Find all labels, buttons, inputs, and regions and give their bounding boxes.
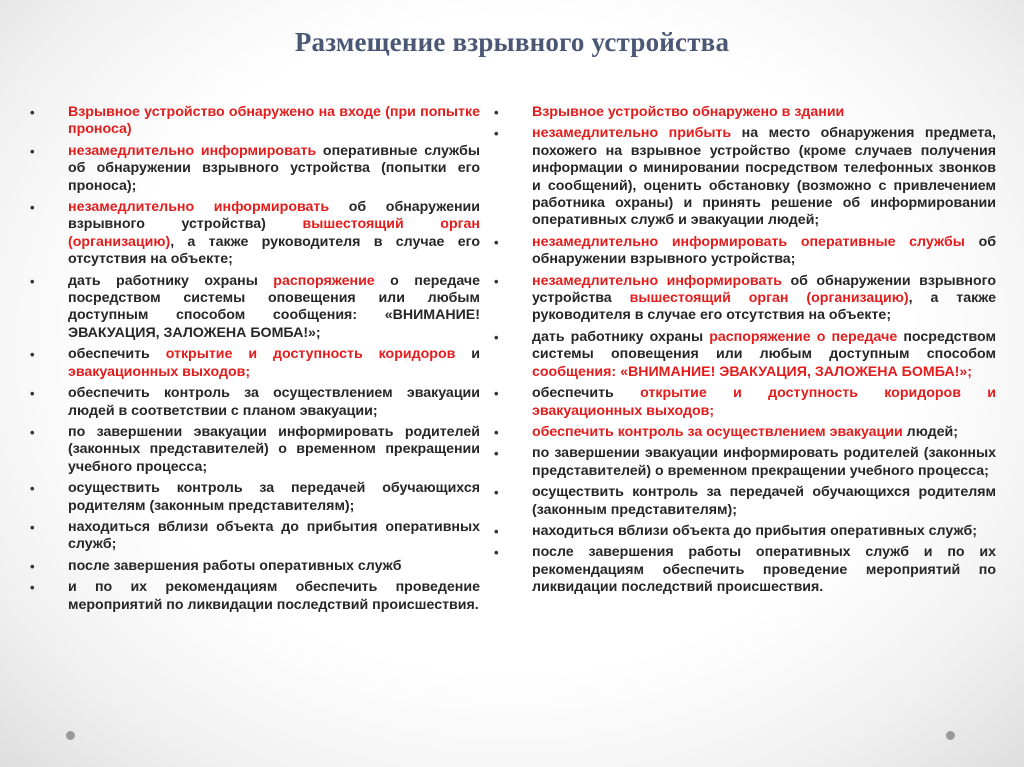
highlighted-text: незамедлительно информировать — [532, 272, 782, 289]
left-list-item — [28, 558, 480, 575]
right-column-list — [492, 104, 996, 601]
left-list-item — [28, 579, 480, 614]
highlighted-text: вышестоящий орган (организацию) — [629, 290, 909, 307]
item-text: об обнаружении взрывного устройства — [532, 272, 996, 307]
item-text: людей; — [902, 423, 958, 440]
left-list-item — [28, 480, 480, 515]
right-list-item — [492, 273, 996, 325]
bullet-icon: • — [494, 424, 499, 440]
bullet-icon: • — [30, 143, 35, 159]
highlighted-text: открытие и доступность коридоров и эвакуационных выходов; — [532, 385, 996, 419]
left-list-item — [28, 424, 480, 476]
bullet-icon: • — [30, 424, 35, 440]
bullet-icon: • — [30, 273, 35, 289]
bullet-icon: • — [494, 234, 499, 250]
item-text: посредством системы оповещения или любым доступным способом — [532, 328, 996, 363]
bullet-icon: • — [30, 347, 35, 363]
right-list-item — [492, 445, 996, 480]
left-list-item — [28, 385, 480, 420]
item-text: дать работнику охраны — [532, 328, 710, 345]
item-text: находиться вблизи объекта до прибытия оперативных служб; — [68, 518, 480, 553]
highlighted-text: Взрывное устройство обнаружено на входе (при попытке проноса) — [68, 104, 480, 138]
item-text: обеспечить — [532, 385, 641, 402]
highlighted-text: обеспечить контроль за осуществлением эвакуации — [532, 423, 903, 440]
right-decorative-dot — [946, 731, 955, 740]
highlighted-text: незамедлительно прибыть — [532, 125, 732, 142]
item-text: по завершении эвакуации информировать родителей (законных представителей) о временном прекращении учебного процесса; — [68, 423, 480, 475]
item-text: после завершения работы оперативных служб — [68, 557, 402, 574]
item-text: обеспечить контроль за осуществлением эвакуации людей в соответствии с планом эвакуации; — [68, 385, 480, 419]
bullet-icon: • — [30, 481, 35, 497]
right-list-item — [492, 544, 996, 596]
right-list-item — [492, 329, 996, 381]
bullet-icon: • — [494, 126, 499, 142]
bullet-icon: • — [494, 273, 499, 289]
bullet-icon: • — [494, 329, 499, 345]
right-list-item — [492, 484, 996, 519]
right-list-item — [492, 385, 996, 420]
highlighted-text: распоряжение о передаче — [709, 328, 898, 345]
item-text: и по их рекомендациям обеспечить проведение мероприятий по ликвидации последствий происшествия. — [68, 579, 480, 613]
bullet-icon: • — [30, 580, 35, 596]
left-list-item — [28, 199, 480, 269]
bullet-icon: • — [494, 105, 499, 120]
item-text: дать работнику охраны — [68, 272, 274, 289]
highlighted-text: эвакуационных выходов; — [68, 363, 251, 380]
left-decorative-dot — [66, 731, 75, 740]
right-list-item — [492, 125, 996, 229]
left-column-list — [28, 104, 480, 618]
left-list-item — [28, 519, 480, 554]
item-text: и — [455, 346, 480, 363]
item-text: об обнаружении взрывного устройства; — [532, 233, 997, 268]
left-list-item — [28, 346, 480, 381]
bullet-icon: • — [30, 519, 35, 535]
item-text: после завершения работы оперативных служб и по их рекомендациям обеспечить проведение мероприятий по ликвидации последствий происшествия. — [532, 544, 996, 596]
item-text: об обнаружении взрывного устройства) — [68, 199, 480, 233]
bullet-icon: • — [494, 545, 499, 561]
right-list-item — [492, 104, 996, 121]
slide-title: Размещение взрывного устройства — [294, 27, 730, 57]
item-text: о передаче посредством системы оповещения или любым доступным способом сообщения: «ВНИМАНИЕ! ЭВАКУАЦИЯ, ЗАЛОЖЕНА БОМБА!»; — [68, 272, 480, 341]
item-text: по завершении эвакуации информировать родителей (законных представителей) о временном прекращении учебного процесса; — [532, 445, 996, 479]
item-text: , а также руководителя в случае его отсутствия на объекте; — [68, 233, 480, 268]
right-list-item — [492, 424, 996, 441]
item-text: обеспечить — [68, 346, 166, 363]
item-text: осуществить контроль за передачей обучающихся родителям (законным представителям); — [532, 484, 996, 518]
highlighted-text: распоряжение — [273, 272, 375, 289]
bullet-icon: • — [30, 200, 35, 216]
bullet-icon: • — [494, 386, 499, 402]
highlighted-text: вышестоящий орган (организацию) — [68, 216, 480, 250]
highlighted-text: Взрывное устройство обнаружено в здании — [532, 104, 845, 120]
highlighted-text: незамедлительно информировать — [68, 142, 317, 159]
left-list-item — [28, 104, 480, 139]
item-text: осуществить контроль за передачей обучающихся родителям (законным представителям); — [68, 480, 480, 514]
right-list-item — [492, 523, 996, 540]
bullet-icon: • — [30, 105, 35, 120]
bullet-icon: • — [494, 523, 499, 539]
right-list-item — [492, 234, 996, 269]
highlighted-text: незамедлительно информировать — [68, 199, 330, 216]
highlighted-text: незамедлительно информировать оперативные службы — [532, 233, 965, 250]
item-text: на место обнаружения предмета, похожего на взрывное устройство (кроме случаев получения информации о минировании посредством телефонных звонков и сообщений), оценить обстановку (возможно с привлечением работника охраны) и принять решение об информировании оперативных служб и эвакуации людей; — [532, 125, 996, 229]
bullet-icon: • — [494, 446, 499, 462]
left-list-item — [28, 143, 480, 195]
bullet-icon: • — [30, 558, 35, 574]
item-text: оперативные службы об обнаружении взрывного устройства (попытки его проноса); — [68, 142, 480, 194]
highlighted-text: сообщения: «ВНИМАНИЕ! ЭВАКУАЦИЯ, ЗАЛОЖЕНА БОМБА!»; — [532, 363, 972, 380]
bullet-icon: • — [494, 485, 499, 501]
item-text: находиться вблизи объекта до прибытия оперативных служб; — [532, 522, 977, 539]
left-list-item — [28, 273, 480, 343]
item-text: , а также руководителя в случае его отсутствия на объекте; — [532, 290, 996, 324]
highlighted-text: открытие и доступность коридоров — [165, 346, 456, 363]
bullet-icon: • — [30, 386, 35, 402]
